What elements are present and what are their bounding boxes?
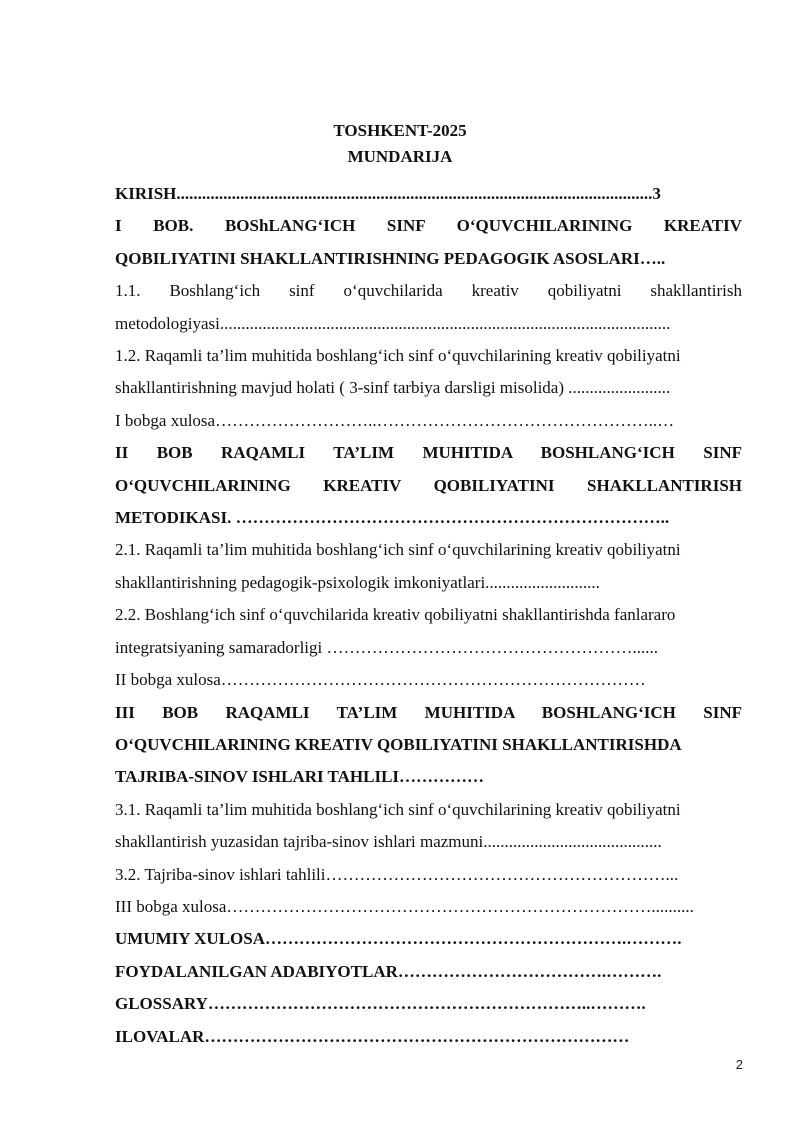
toc-row: O‘QUVCHILARINING KREATIV QOBILIYATINI SHAKLLANTIRISH: [115, 475, 742, 495]
page-title: MUNDARIJA: [347, 147, 453, 166]
toc-row: 2.2. Boshlang‘ich sinf o‘quvchilarida kreativ qobiliyatni shakllantirishda fanlararo: [115, 605, 676, 625]
toc-row: II bobga xulosa…………………………………………………………………: [115, 670, 646, 690]
toc-row: METODIKASI. …………………………………………………………………..: [115, 508, 670, 528]
toc-row: GLOSSARY…………………………………………………………..……….: [115, 994, 646, 1014]
toc-row: QOBILIYATINI SHAKLLANTIRISHNING PEDAGOGIK ASOSLARI…..: [115, 248, 666, 268]
toc-row: 3.2. Tajriba-sinov ishlari tahlili……………………………………………………...: [115, 864, 679, 884]
toc-row: shakllantirishning pedagogik-psixologik imkoniyatlari...........................: [115, 572, 600, 592]
toc-row: integratsiyaning samaradorligi ………………………………………………......: [115, 637, 658, 657]
city-year-heading: TOSHKENT-2025: [333, 121, 467, 140]
toc-row: III bobga xulosa…………………………………………………………………..........: [115, 896, 694, 916]
table-of-contents: [115, 178, 742, 1053]
toc-row: UMUMIY XULOSA……………………………………………………….……….: [115, 929, 682, 949]
page-number: 2: [735, 1057, 743, 1072]
toc-row: metodologiyasi..........................................................................................................: [115, 313, 671, 333]
toc-row: KIRISH................................................................................................................3: [115, 184, 661, 203]
toc-row: 1.2. Raqamli ta’lim muhitida boshlang‘ich sinf o‘quvchilarining kreativ qobiliyatni: [115, 346, 681, 366]
toc-row: 3.1. Raqamli ta’lim muhitida boshlang‘ich sinf o‘quvchilarining kreativ qobiliyatni: [115, 799, 681, 819]
toc-row: O‘QUVCHILARINING KREATIV QOBILIYATINI SHAKLLANTIRISHDA: [115, 734, 682, 754]
toc-row: I BOB. BOShLANG‘ICH SINF O‘QUVCHILARINING KREATIV: [115, 216, 742, 236]
toc-row: ILOVALAR…………………………………………………………………: [115, 1026, 630, 1046]
toc-row: 1.1. Boshlang‘ich sinf o‘quvchilarida kreativ qobiliyatni shakllantirish: [115, 281, 742, 301]
toc-row: 2.1. Raqamli ta’lim muhitida boshlang‘ich sinf o‘quvchilarining kreativ qobiliyatni: [115, 540, 681, 560]
toc-row: shakllantirish yuzasidan tajriba-sinov ishlari mazmuni..........................................: [115, 832, 662, 852]
toc-row: FOYDALANILGAN ADABIYOTLAR……………………………….……….: [115, 961, 662, 981]
toc-row: TAJRIBA-SINOV ISHLARI TAHLILI……………: [115, 767, 485, 787]
toc-row: II BOB RAQAMLI TA’LIM MUHITIDA BOSHLANG‘ICH SINF: [115, 443, 742, 463]
toc-row: I bobga xulosa………………………..…………………………………………..…: [115, 410, 675, 430]
toc-row: III BOB RAQAMLI TA’LIM MUHITIDA BOSHLANG‘ICH SINF: [115, 702, 742, 722]
toc-row: shakllantirishning mavjud holati ( 3-sinf tarbiya darsligi misolida) ........................: [115, 378, 671, 398]
